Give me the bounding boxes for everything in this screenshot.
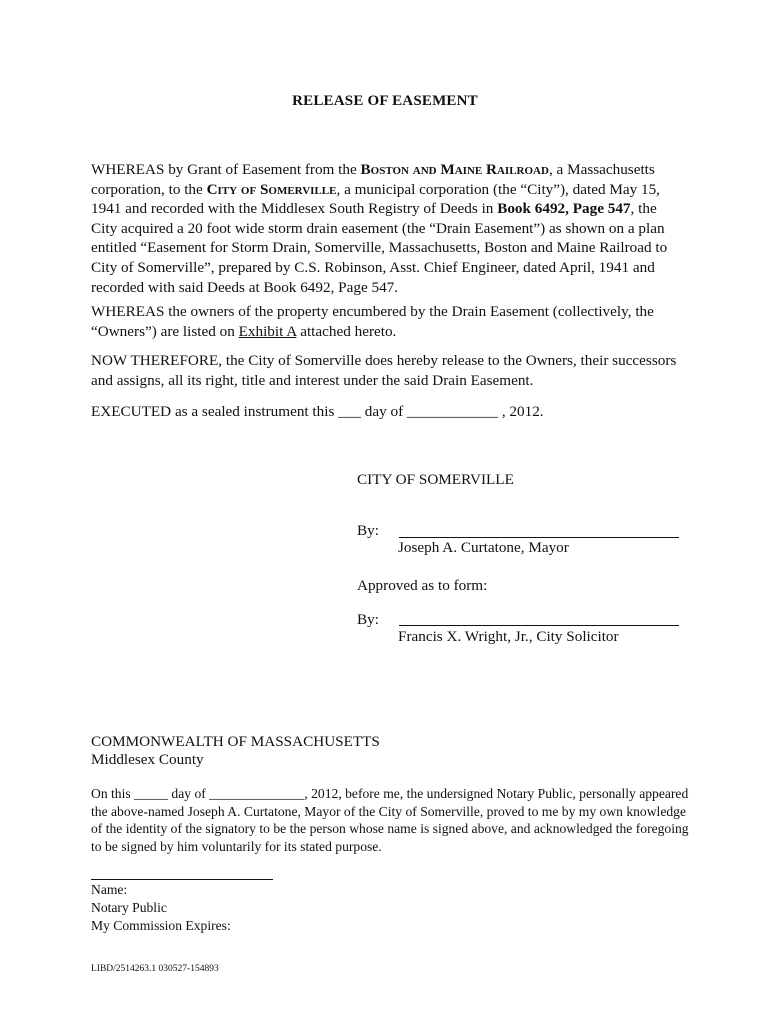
document-footer-id: LIBD/2514263.1 030527-154893 (91, 964, 219, 974)
recital-paragraph-2: WHEREAS the owners of the property encumbered by the Drain Easement (collectively, the “Owners”) are listed on Exhibit A attached hereto. (91, 303, 654, 340)
notary-name-label: Name: (91, 882, 128, 897)
signer-mayor: Joseph A. Curtatone, Mayor (398, 539, 569, 556)
grantor-name: Boston and Maine Railroad (360, 161, 549, 178)
recital-paragraph-1: WHEREAS by Grant of Easement from the Boston and Maine Railroad, a Massachusetts corporation, to the City of Somerville, a municipal corporation (the “City”), dated May 15, 1941 and recorded with the Middlesex South Registry of Deeds in Book 6492, Page 547, the City acquired a 20 foot wide storm drain easement (the “Drain Easement”) as shown on a plan entitled “Easement for Storm Drain, Somerville, Massachusetts, Boston and Maine Railroad to City of Somerville”, prepared by C.S. Robinson, Asst. Chief Engineer, dated April, 1941 and recorded with said Deeds at Book 6492, Page 547. (91, 161, 668, 296)
book-reference: Book 6492, Page 547 (497, 200, 631, 218)
acknowledgment-state: COMMONWEALTH OF MASSACHUSETTS (91, 733, 380, 750)
release-paragraph: NOW THEREFORE, the City of Somerville does hereby release to the Owners, their successors and assigns, all its right, title and interest under the said Drain Easement. (91, 352, 677, 389)
signature-line-1 (399, 537, 679, 538)
exhibit-reference: Exhibit A (238, 322, 297, 340)
signer-solicitor: Francis X. Wright, Jr., City Solicitor (398, 628, 619, 645)
approved-as-to-form: Approved as to form: (357, 577, 488, 594)
acknowledgment-county: Middlesex County (91, 751, 204, 768)
execution-line: EXECUTED as a sealed instrument this ___ day of ____________ , 2012. (91, 403, 544, 420)
commission-expires-label: My Commission Expires: (91, 918, 231, 933)
notary-acknowledgment-text: On this _____ day of ______________, 2012, before me, the undersigned Notary Public, personally appeared the above-named Joseph A. Curtatone, Mayor of the City of Somerville, proved to me by my own knowledge of the identity of the signatory to be the person whose name is signed above, and acknowledged the foregoing to be signed by him voluntarily for its stated purpose. (91, 786, 689, 854)
by-label-2: By: (357, 611, 379, 628)
by-label-1: By: (357, 522, 379, 539)
grantee-name: City of Somerville (206, 180, 337, 198)
notary-signature-line (91, 879, 273, 880)
document-title: RELEASE OF EASEMENT (292, 93, 478, 109)
notary-public-label: Notary Public (91, 900, 167, 915)
signature-line-2 (399, 625, 679, 626)
signature-entity: CITY OF SOMERVILLE (357, 471, 514, 488)
